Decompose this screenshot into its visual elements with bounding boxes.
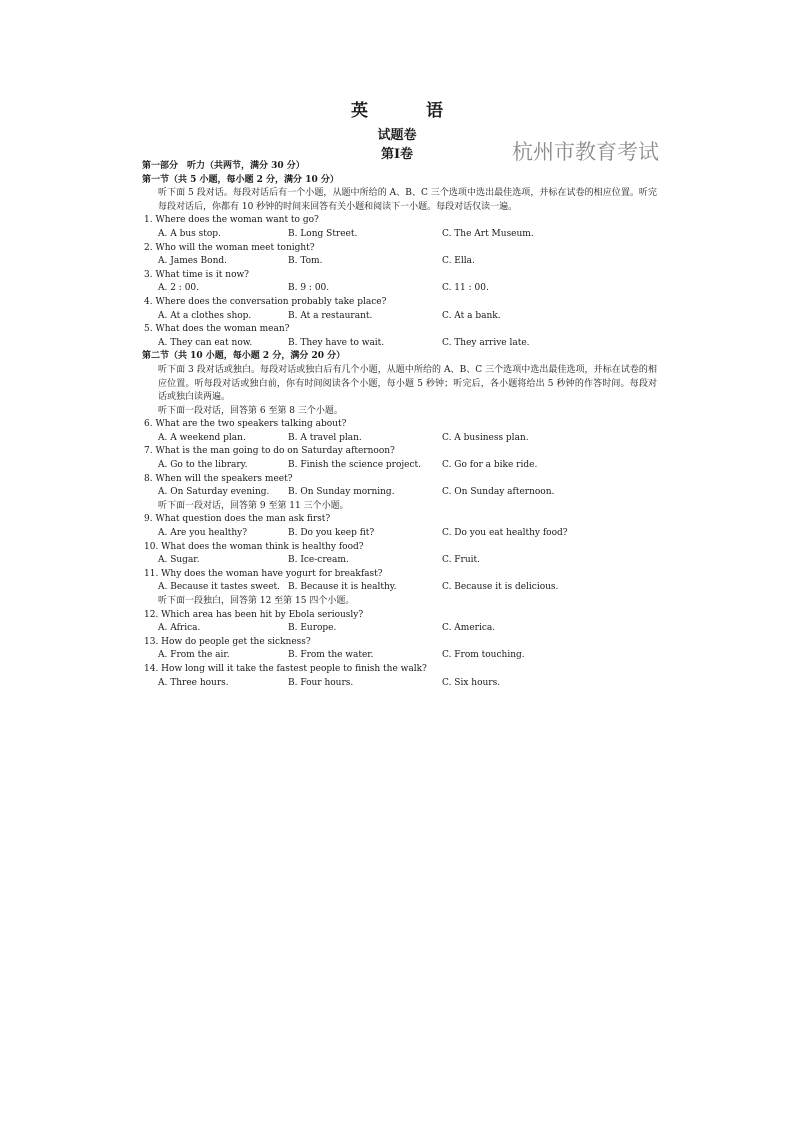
option-a: A. At a clothes shop.: [158, 310, 252, 321]
option-a: A. A weekend plan.: [158, 432, 246, 443]
watermark: 杭州市教育考试: [512, 140, 659, 164]
question-text: 12. Which area has been hit by Ebola seriously?: [144, 609, 364, 620]
option-a: A. They can eat now.: [158, 337, 253, 348]
question-block: [142, 609, 657, 636]
question-block: [142, 296, 657, 323]
option-row: [142, 459, 657, 473]
option-c: C. At a bank.: [442, 310, 501, 321]
option-c: C. Ella.: [442, 256, 475, 267]
option-a: A. From the air.: [158, 650, 230, 661]
exam-content: [142, 160, 657, 690]
question-block: [142, 636, 657, 663]
option-row: [142, 527, 657, 541]
option-row: [142, 282, 657, 296]
question-block: [142, 269, 657, 296]
section-title: 第二节（共 10 小题，每小题 2 分，满分 20 分）: [142, 351, 346, 362]
option-c: C. The Art Museum.: [442, 228, 534, 239]
question-block: [142, 513, 657, 540]
question-text: 14. How long will it take the fastest people to finish the walk?: [144, 663, 427, 674]
question-text: 7. What is the man going to do on Saturday afternoon?: [144, 446, 395, 457]
option-a: A. On Saturday evening.: [158, 487, 270, 498]
option-row: [142, 622, 657, 636]
option-c: C. They arrive late.: [442, 337, 530, 348]
question-block: [142, 541, 657, 568]
option-c: C. On Sunday afternoon.: [442, 487, 555, 498]
question-text: 11. Why does the woman have yogurt for breakfast?: [144, 568, 383, 579]
question-text: 1. Where does the woman want to go?: [144, 215, 319, 226]
option-b: B. Ice-cream.: [288, 555, 349, 566]
option-c: C. 11 : 00.: [442, 283, 489, 294]
option-a: A. Go to the library.: [158, 460, 248, 471]
option-b: B. Because it is healthy.: [288, 582, 397, 593]
option-b: B. Do you keep fit?: [288, 528, 375, 539]
option-c: C. America.: [442, 623, 496, 634]
option-c: C. Because it is delicious.: [442, 582, 559, 593]
question-text: 8. When will the speakers meet?: [144, 473, 293, 484]
option-b: B. 9 : 00.: [288, 283, 330, 294]
volume-title: 第Ⅰ卷: [380, 147, 414, 162]
listening-direction: 听下面一段独白，回答第 12 至第 15 四个小题。: [158, 596, 355, 606]
part-title: 第一部分 听力（共两节，满分 30 分）: [142, 161, 305, 171]
option-c: C. Six hours.: [442, 677, 501, 688]
question-text: 3. What time is it now?: [144, 269, 250, 280]
option-c: C. A business plan.: [442, 432, 529, 443]
option-row: [142, 432, 657, 446]
option-b: B. On Sunday morning.: [288, 487, 395, 498]
option-b: B. Tom.: [288, 256, 323, 267]
section-instructions: 听下面 5 段对话。每段对话后有一个小题，从题中所给的 A、B、C 三个选项中选出最佳选项，并标在试卷的相应位置。听完每段对话后，你都有 10 秒钟的时间来回答有关小题和阅读下一小题。每段对话仅读一遍。: [158, 188, 657, 212]
question-text: 9. What question does the man ask first?: [144, 514, 331, 525]
option-b: B. Four hours.: [288, 677, 354, 688]
option-row: [142, 554, 657, 568]
option-b: B. At a restaurant.: [288, 310, 373, 321]
option-c: C. Fruit.: [442, 555, 480, 566]
option-b: B. They have to wait.: [288, 337, 385, 348]
subject-title: 英 语: [351, 101, 469, 121]
question-block: [142, 445, 657, 472]
section-title: 第一节（共 5 小题，每小题 2 分，满分 10 分）: [142, 174, 339, 185]
question-block: [142, 214, 657, 241]
option-row: [142, 677, 657, 691]
question-block: [142, 473, 657, 500]
option-b: B. A travel plan.: [288, 432, 362, 443]
option-row: [142, 581, 657, 595]
option-a: A. 2 : 00.: [158, 283, 200, 294]
listening-direction: 听下面一段对话，回答第 9 至第 11 三个小题。: [158, 500, 349, 511]
option-b: B. From the water.: [288, 650, 374, 661]
option-a: A. Sugar.: [158, 555, 200, 566]
option-b: B. Long Street.: [288, 228, 358, 239]
question-block: [142, 323, 657, 350]
paper-title: 试题卷: [377, 128, 417, 143]
listening-direction: 听下面一段对话，回答第 6 至第 8 三个小题。: [158, 405, 343, 416]
option-row: [142, 310, 657, 324]
option-c: C. Do you eat healthy food?: [442, 528, 568, 539]
option-row: [142, 337, 657, 351]
question-block: [142, 663, 657, 690]
option-row: [142, 228, 657, 242]
question-text: 2. Who will the woman meet tonight?: [144, 242, 315, 253]
question-block: [142, 242, 657, 269]
option-a: A. A bus stop.: [158, 228, 221, 239]
question-text: 5. What does the woman mean?: [144, 324, 290, 335]
option-a: A. Because it tastes sweet.: [158, 582, 281, 593]
option-b: B. Europe.: [288, 623, 337, 634]
option-a: A. Africa.: [158, 623, 201, 634]
question-text: 6. What are the two speakers talking about?: [144, 419, 347, 430]
section-instructions: 听下面 3 段对话或独白。每段对话或独白后有几个小题，从题中所给的 A、B、C 三个选项中选出最佳选项，并标在试卷的相应位置。听每段对话或独白前，你有时间阅读各个小题，每小题 5 秒钟；听完后，各小题将给出 5 秒钟的作答时间。每段对话或独白读两遍。: [158, 364, 657, 403]
question-block: [142, 418, 657, 445]
option-a: A. James Bond.: [158, 256, 227, 267]
question-text: 4. Where does the conversation probably take place?: [144, 296, 387, 307]
question-block: [142, 568, 657, 595]
question-text: 10. What does the woman think is healthy food?: [144, 541, 364, 552]
option-c: C. Go for a bike ride.: [442, 460, 538, 471]
question-text: 13. How do people get the sickness?: [144, 636, 311, 647]
option-row: [142, 486, 657, 500]
option-a: A. Are you healthy?: [158, 528, 248, 539]
option-a: A. Three hours.: [158, 677, 229, 688]
option-b: B. Finish the science project.: [288, 460, 422, 471]
option-row: [142, 255, 657, 269]
option-row: [142, 649, 657, 663]
option-c: C. From touching.: [442, 650, 525, 661]
